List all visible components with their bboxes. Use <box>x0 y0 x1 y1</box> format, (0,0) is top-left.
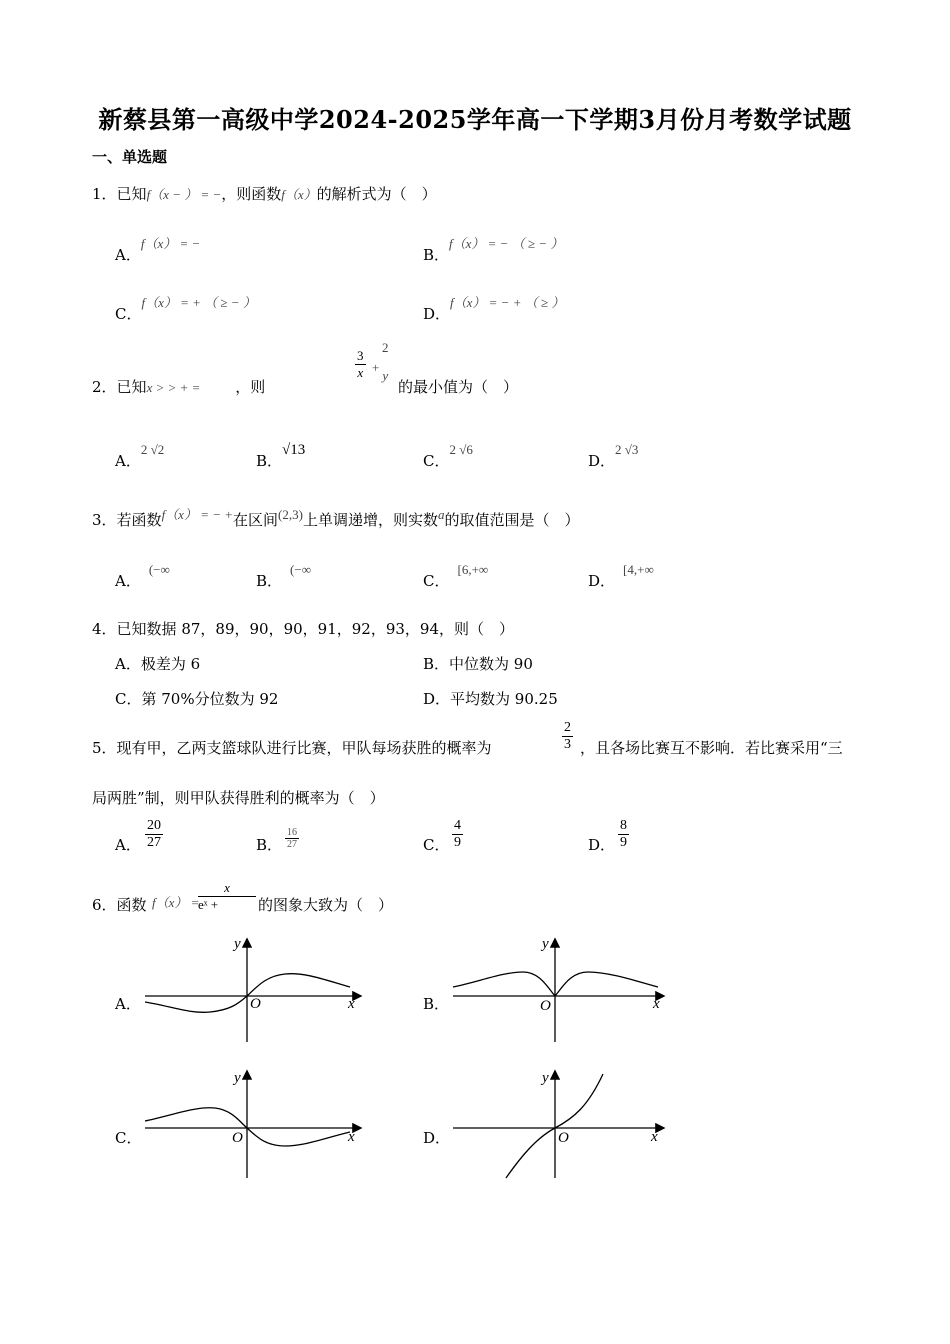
q1-expr: f（x − ） = − <box>146 187 222 202</box>
y-label: y <box>542 936 549 952</box>
question-6: 6．函数 <box>92 896 147 914</box>
q2-fraction-a: $\frac{3}{x}$ <box>357 348 364 380</box>
y-label: y <box>542 1070 549 1086</box>
q5-option-b[interactable]: B． <box>256 836 283 854</box>
q6-post: 的图象大致为（ ） <box>258 896 394 914</box>
q5-line2: 局两胜”制，则甲队获得胜利的概率为（ ） <box>92 789 385 807</box>
question-3 <box>92 509 579 530</box>
q2-option-c-expr: 2 √6 <box>449 442 473 457</box>
q2-option-b-expr: √13 <box>282 442 306 458</box>
graph-c <box>140 1066 370 1181</box>
q2-pre: 已知 <box>116 378 147 396</box>
section-heading: 一、单选题 <box>92 148 168 166</box>
q1-option-c[interactable]: C．f（x） = + （ ≥ − ） <box>115 295 256 323</box>
q3-option-d-expr: [4,+∞ <box>623 562 654 577</box>
q3-option-a[interactable]: A．(−∞ <box>115 562 170 590</box>
q1-option-b[interactable]: B．f（x） = − （ ≥ − ） <box>423 236 564 264</box>
question-2 <box>92 376 265 397</box>
q5-option-c[interactable]: C． <box>423 836 450 854</box>
q4-option-b[interactable]: B．中位数为 90 <box>423 655 533 673</box>
q6-option-b[interactable]: B． <box>423 995 450 1013</box>
origin-label: O <box>540 998 551 1014</box>
q3-option-a-expr: (−∞ <box>148 562 170 577</box>
q3-option-b[interactable]: B．(−∞ <box>256 562 311 590</box>
q5-option-c-fraction: $\frac{4}{9}$ <box>454 818 461 850</box>
graph-d <box>448 1066 678 1181</box>
x-label: x <box>348 1129 355 1145</box>
q6-fraction: $\frac{x}{\text{eˣ +}}$ <box>198 880 256 913</box>
q1-option-d[interactable]: D．f（x） = − + （ ≥ ） <box>423 295 565 323</box>
q2-option-d[interactable]: D．2 √3 <box>588 442 639 470</box>
q3-mid: 在区间 <box>233 511 279 529</box>
q2-post: 的最小值为（ ） <box>398 378 519 396</box>
q3-pre: 若函数 <box>116 511 162 529</box>
q4-option-a[interactable]: A．极差为 6 <box>115 655 201 673</box>
q4-option-c[interactable]: C．第 70%分位数为 92 <box>115 690 279 708</box>
q3-expr: f（x） = − + <box>161 507 234 522</box>
q5-option-d[interactable]: D． <box>588 836 616 854</box>
origin-label: O <box>232 1130 243 1146</box>
q1-option-c-expr: f（x） = + （ ≥ − ） <box>141 295 256 310</box>
graph-a <box>140 932 370 1044</box>
q3-option-d[interactable]: D．[4,+∞ <box>588 562 654 590</box>
q3-number: 3． <box>92 511 117 529</box>
q6-option-d[interactable]: D． <box>423 1129 451 1147</box>
q2-option-b[interactable]: B．√13 <box>256 442 306 470</box>
q1-option-a-expr: f（x） = − <box>140 236 201 251</box>
x-label: x <box>348 996 355 1012</box>
q1-post: 的解析式为（ ） <box>316 185 437 203</box>
q1-number: 1． <box>92 185 117 203</box>
q5-option-b-fraction: $\frac{16}{27}$ <box>287 827 297 850</box>
q6-option-c[interactable]: C． <box>115 1129 142 1147</box>
page-title: 新蔡县第一高级中学2024-2025学年高一下学期3月份月考数学试题 <box>98 105 852 134</box>
q3-option-c-expr: [6,+∞ <box>457 562 489 577</box>
q2-number: 2． <box>92 378 117 396</box>
x-label: x <box>651 1129 658 1145</box>
x-label: x <box>653 996 660 1012</box>
graph-b <box>448 932 678 1044</box>
q2-fraction-b: 2 y <box>382 340 389 383</box>
q5-option-a[interactable]: A． <box>115 836 141 854</box>
y-label: y <box>234 936 241 952</box>
origin-label: O <box>250 996 261 1012</box>
q3-post: 的取值范围是（ ） <box>444 511 580 529</box>
q3-var: a <box>437 507 445 522</box>
q3-option-c[interactable]: C．[6,+∞ <box>423 562 489 590</box>
q3-mid2: 上单调递增，则实数 <box>302 511 438 529</box>
q1-option-d-expr: f（x） = − + （ ≥ ） <box>450 295 565 310</box>
question-5: 5．现有甲，乙两支篮球队进行比赛，甲队每场获胜的概率为 <box>92 739 492 757</box>
q6-option-a[interactable]: A． <box>115 995 141 1013</box>
q5-post: ，且各场比赛互不影响．若比赛采用“三 <box>580 739 843 757</box>
q1-option-b-expr: f（x） = − （ ≥ − ） <box>449 236 564 251</box>
q2-option-c[interactable]: C．2 √6 <box>423 442 473 470</box>
q1-fx: f（x） <box>281 187 317 202</box>
q5-probability-fraction: $\frac{2}{3}$ <box>564 720 571 752</box>
q2-option-d-expr: 2 √3 <box>615 442 639 457</box>
q1-mid: ，则函数 <box>221 185 282 203</box>
question-4: 4．已知数据 87，89，90，90，91，92，93，94，则（ ） <box>92 620 515 638</box>
q2-option-a[interactable]: A．2 √2 <box>115 442 165 470</box>
q2-option-a-expr: 2 √2 <box>140 442 165 457</box>
q2-plus: + <box>372 360 380 375</box>
q3-interval: (2,3) <box>278 507 303 522</box>
q2-mid: ，则 <box>235 378 266 396</box>
q1-pre: 已知 <box>116 185 147 203</box>
q5-option-a-fraction: $\frac{20}{27}$ <box>147 818 161 850</box>
q2-condition: x > > + = <box>146 380 201 395</box>
q3-option-b-expr: (−∞ <box>290 562 311 577</box>
q1-option-a[interactable]: A．f（x） = − <box>115 236 201 264</box>
q6-fx: f（x） = <box>152 895 200 910</box>
question-1 <box>92 183 437 204</box>
q5-option-d-fraction: $\frac{8}{9}$ <box>620 818 627 850</box>
y-label: y <box>234 1070 241 1086</box>
q4-option-d[interactable]: D．平均数为 90.25 <box>423 690 558 708</box>
origin-label: O <box>558 1130 569 1146</box>
